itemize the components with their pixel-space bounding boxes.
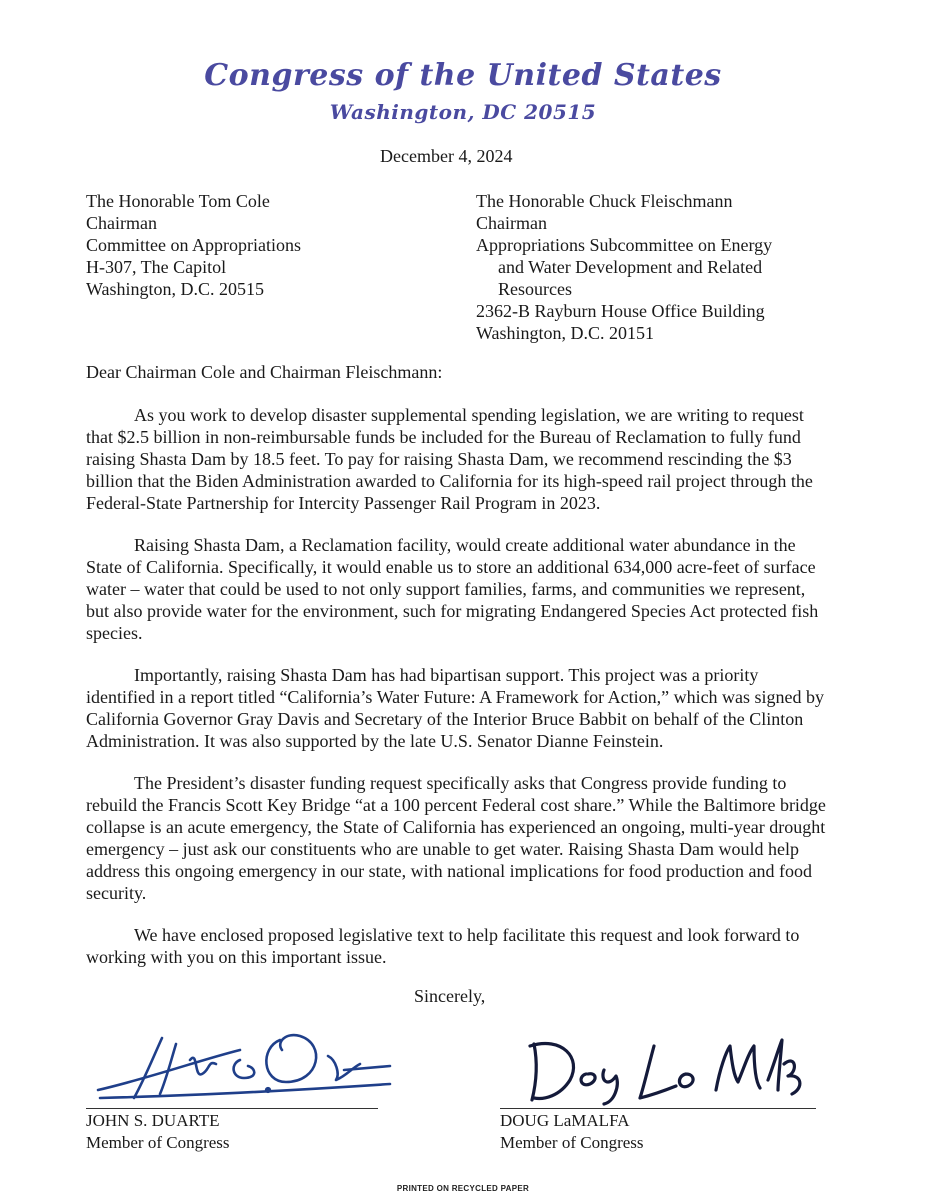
recipient-left-line: Committee on Appropriations <box>86 235 301 255</box>
footer-note: PRINTED ON RECYCLED PAPER <box>396 1184 530 1193</box>
letter-body <box>86 404 828 988</box>
recipient-left-line: Chairman <box>86 213 157 233</box>
signer-right-name: DOUG LaMALFA <box>500 1111 630 1130</box>
recipient-right-line: and Water Development and Related <box>498 257 763 277</box>
recipient-right-line: Washington, D.C. 20151 <box>476 323 655 343</box>
recipient-right-line: Appropriations Subcommittee on Energy <box>476 235 773 255</box>
recipient-right-line: The Honorable Chuck Fleischmann <box>476 191 733 211</box>
letterhead-title: Congress of the United States <box>204 58 722 93</box>
salutation: Dear Chairman Cole and Chairman Fleischmann: <box>86 362 443 382</box>
recipient-left <box>86 190 301 300</box>
recipient-left-line: Washington, D.C. 20515 <box>86 279 265 299</box>
letterhead-subtitle: Washington, DC 20515 <box>329 100 597 124</box>
body-paragraph: We have enclosed proposed legislative text to help facilitate this request and look forward to working with you on this important issue. <box>86 925 800 967</box>
signer-right <box>500 1110 644 1154</box>
recipient-left-line: The Honorable Tom Cole <box>86 191 270 211</box>
signature-line-right <box>500 1108 816 1109</box>
signer-right-title: Member of Congress <box>500 1133 644 1152</box>
signature-right <box>516 1024 816 1112</box>
recipient-right-line: Resources <box>498 279 572 299</box>
recipient-right <box>476 190 772 344</box>
signer-left <box>86 1110 230 1154</box>
body-paragraph: As you work to develop disaster supplemental spending legislation, we are writing to request that $2.5 billion in non-reimbursable funds be included for the Bureau of Reclamation to fully fund raising Shasta Dam by 18.5 feet. To pay for raising Shasta Dam, we recommend rescinding the $3 billion that the Biden Administration awarded to California for its high-speed rail project through the Federal-State Partnership for Intercity Passenger Rail Program in 2023. <box>86 405 813 513</box>
body-paragraph: Raising Shasta Dam, a Reclamation facility, would create additional water abundance in the State of California. Specifically, it would enable us to store an additional 634,000 acre-feet of surface water – water that could be used to not only support families, farms, and communities we represent, but also provide water for the environment, such for migrating Endangered Species Act protected fish species. <box>86 535 819 643</box>
letter-date: December 4, 2024 <box>380 146 513 166</box>
recipient-left-line: H-307, The Capitol <box>86 257 227 277</box>
body-paragraph: The President’s disaster funding request specifically asks that Congress provide funding to rebuild the Francis Scott Key Bridge “at a 100 percent Federal cost share.” While the Baltimore bridge collapse is an acute emergency, the State of California has experienced an ongoing, multi-year drought emergency – just ask our constituents who are unable to get water. Raising Shasta Dam would help address this ongoing emergency in our state, with national implications for food production and food security. <box>86 773 826 903</box>
closing: Sincerely, <box>414 986 486 1006</box>
signer-left-title: Member of Congress <box>86 1133 230 1152</box>
signature-left <box>90 1020 410 1112</box>
signature-line-left <box>86 1108 378 1109</box>
recipient-right-line: Chairman <box>476 213 547 233</box>
signer-left-name: JOHN S. DUARTE <box>86 1111 220 1130</box>
recipient-right-line: 2362-B Rayburn House Office Building <box>476 301 765 321</box>
signature-block <box>0 1020 926 1160</box>
body-paragraph: Importantly, raising Shasta Dam has had bipartisan support. This project was a priority identified in a report titled “California’s Water Future: A Framework for Action,” which was signed by California Governor Gray Davis and Secretary of the Interior Bruce Babbit on behalf of the Clinton Administration. It was also supported by the late U.S. Senator Dianne Feinstein. <box>86 665 825 751</box>
